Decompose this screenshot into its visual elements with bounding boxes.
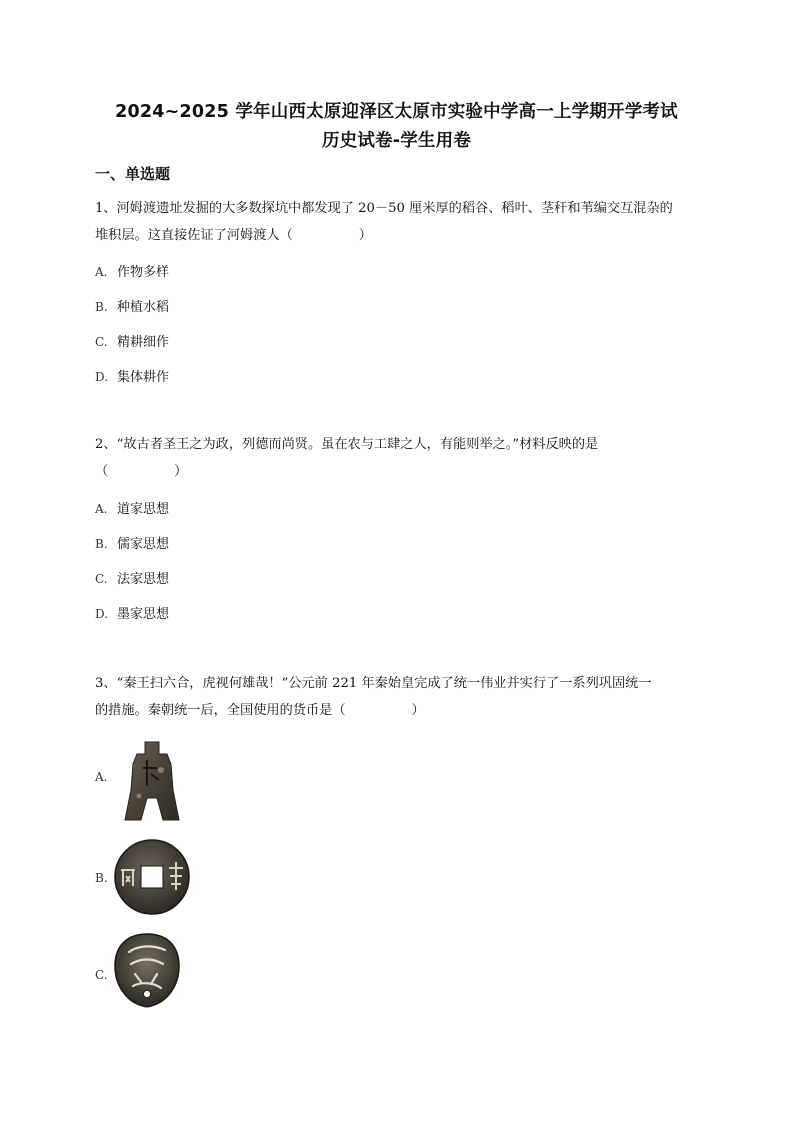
question-3-line2: 的措施。秦朝统一后，全国使用的货币是（ ） — [95, 703, 425, 718]
question-1-option-d[interactable] — [95, 366, 169, 385]
banliang-coin-image — [113, 838, 191, 916]
question-1-option-a[interactable] — [95, 261, 169, 280]
option-letter: D. — [95, 370, 109, 384]
option-letter: A. — [95, 770, 108, 784]
option-letter: B. — [95, 871, 108, 885]
option-text: 儒家思想 — [117, 537, 170, 552]
question-2-option-d[interactable] — [95, 603, 169, 622]
option-letter: B. — [95, 300, 108, 314]
question-3-line1: 3、“秦王扫六合，虎视何雄哉！”公元前 221 年秦始皇完成了统一伟业并实行了一系列巩固统一 — [95, 676, 652, 691]
option-text: 道家思想 — [117, 502, 170, 517]
question-1-line1: 1、河姆渡遗址发掘的大多数探坑中都发现了 20－50 厘米厚的稻谷、稻叶、茎秆和苇编交互混杂的 — [95, 201, 673, 216]
option-letter: A. — [95, 265, 108, 279]
question-2-line2: （ ） — [95, 464, 188, 479]
option-letter: A. — [95, 502, 108, 516]
option-letter: C. — [95, 572, 108, 586]
option-letter: D. — [95, 607, 109, 621]
option-text: 法家思想 — [117, 572, 170, 587]
exam-title-line2: 历史试卷-学生用卷 — [321, 131, 472, 151]
question-3-option-b[interactable] — [95, 838, 215, 918]
option-text: 墨家思想 — [117, 607, 170, 622]
question-2-option-a[interactable] — [95, 498, 169, 517]
question-2-option-c[interactable] — [95, 568, 169, 587]
ant-nose-coin-image — [111, 930, 183, 1010]
option-letter: B. — [95, 537, 108, 551]
option-letter: C. — [95, 335, 108, 349]
question-2-stem — [95, 431, 705, 485]
question-3-option-c[interactable] — [95, 930, 215, 1012]
question-1-stem — [95, 195, 705, 249]
option-text: 精耕细作 — [117, 335, 170, 350]
question-1-option-c[interactable] — [95, 331, 169, 350]
question-1-line2: 堆积层。这直接佐证了河姆渡人（ ） — [95, 228, 372, 243]
question-2-line1: 2、“故古者圣王之为政，列德而尚贤。虽在农与工肆之人，有能则举之。”材料反映的是 — [95, 437, 599, 452]
option-text: 作物多样 — [117, 265, 170, 280]
section-heading: 一、单选题 — [95, 165, 171, 183]
option-text: 集体耕作 — [117, 370, 170, 385]
question-3-option-a[interactable] — [95, 740, 215, 825]
exam-title-line1: 2024~2025 学年山西太原迎泽区太原市实验中学高一上学期开学考试 — [115, 102, 678, 122]
option-letter: C. — [95, 968, 108, 982]
question-3-stem — [95, 670, 705, 724]
question-1-option-b[interactable] — [95, 296, 169, 315]
option-text: 种植水稻 — [117, 300, 170, 315]
question-2-option-b[interactable] — [95, 533, 169, 552]
spade-coin-image — [117, 740, 187, 822]
